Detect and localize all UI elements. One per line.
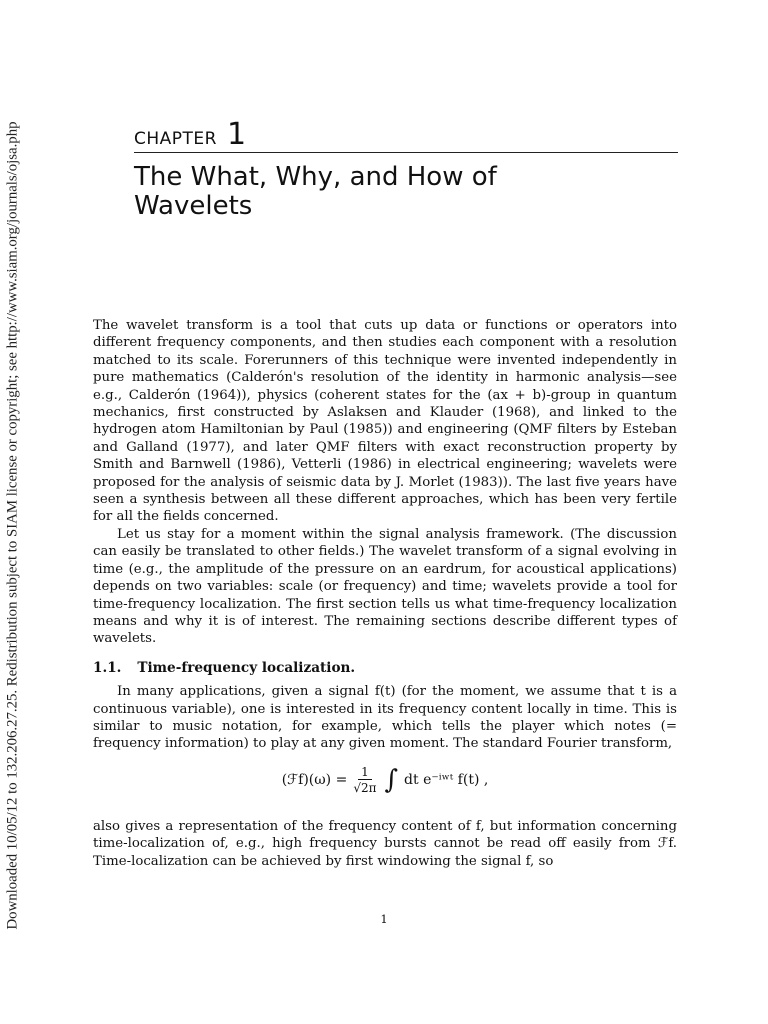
section-paragraph-2: also gives a representation of the frequency content of f, but information concerning time-localization of, e.g., high frequency bursts cannot be read off easily from ℱf. Time-localization can be achieved by first windowing the signal f, so (93, 818, 677, 869)
section-paragraph-1: In many applications, given a signal f(t) (for the moment, we assume that t is a continuous variable), one is interested in its frequency content locally in time. This is similar to music notation, for example, which tells the player which notes (= frequency information) to play at any given moment. The standard Fourier transform, (93, 684, 677, 752)
page-number: 1 (380, 912, 388, 926)
chapter-number: 1 (226, 117, 247, 152)
equation-fraction (353, 765, 376, 796)
section-title: Time-frequency localization. (137, 659, 356, 676)
integral-sign: ∫ (384, 765, 399, 796)
equation-lhs: (ℱf)(ω) = (281, 771, 348, 788)
download-notice-text: Downloaded 10/05/12 to 132.206.27.25. Redistribution subject to SIAM license or copyright; see http://www.siam.org/journals/ojsa.php (4, 121, 21, 929)
body-text (93, 317, 677, 870)
section-heading (93, 660, 677, 677)
chapter-rule (134, 117, 678, 153)
chapter-header (134, 117, 678, 221)
intro-paragraph: The wavelet transform is a tool that cuts up data or functions or operators into different frequency components, and then studies each component with a resolution matched to its scale. Forerunners of this technique were invented independently in pure mathematics (Calderón's resolution of the identity in harmonic analysis—see e.g., Calderón (1964)), physics (coherent states for the (ax + b)-group in quantum mechanics, first constructed by Aslaksen and Klauder (1968), and linked to the hydrogen atom Hamiltonian by Paul (1985)) and engineering (QMF filters by Esteban and Galland (1977), and later QMF filters with exact reconstruction property by Smith and Barnwell (1986), Vetterli (1986) in electrical engineering; wavelets were proposed for the analysis of seismic data by J. Morlet (1983)). The last five years have seen a synthesis between all these different approaches, which has been very fertile for all the fields concerned. (93, 318, 677, 525)
fraction-numerator: 1 (358, 765, 372, 780)
download-notice (0, 95, 26, 955)
chapter-label: CHAPTER (134, 129, 217, 149)
equation-rhs: dt e⁻ⁱʷᵗ f(t) , (404, 771, 489, 788)
framework-paragraph: Let us stay for a moment within the signal analysis framework. (The discussion can easily be translated to other fields.) The wavelet transform of a signal evolving in time (e.g., the amplitude of the pressure on an eardrum, for acoustical applications) depends on two variables: scale (or frequency) and time; wavelets provide a tool for time-frequency localization. The first section tells us what time-frequency localization means and why it is of interest. The remaining sections describe different types of wavelets. (93, 526, 677, 647)
fourier-equation (93, 765, 677, 796)
fraction-denominator: √2π (353, 780, 377, 795)
chapter-title: The What, Why, and How of Wavelets (134, 162, 497, 221)
section-number: 1.1. (93, 659, 122, 676)
